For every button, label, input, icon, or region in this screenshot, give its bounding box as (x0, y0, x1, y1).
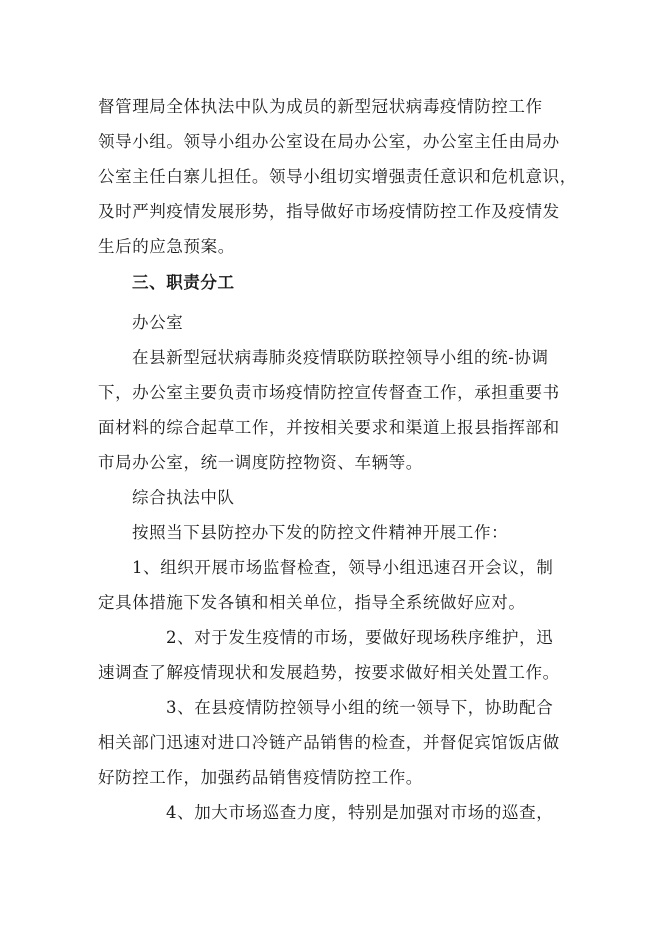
subsection-title: 综合执法中队 (132, 488, 235, 507)
section-heading: 三、职责分工 (132, 273, 235, 292)
list-item-line: 2、对于发生疫情的市场，要做好现场秩序维护，迅 (166, 628, 554, 647)
list-item-line: 速调查了解疫情现状和发展趋势，按要求做好相关处置工作。 (98, 663, 560, 682)
list-item-line: 1、组织开展市场监督检查，领导小组迅速召开会议，制 (132, 558, 554, 577)
paragraph-line: 市局办公室，统一调度防控物资、车辆等。 (98, 453, 423, 472)
paragraph-line: 下，办公室主要负责市场疫情防控宣传督查工作，承担重要书 (98, 383, 560, 402)
paragraph-line: 面材料的综合起草工作，并按相关要求和渠道上报县指挥部和 (98, 418, 560, 437)
subsection-title: 办公室 (132, 313, 184, 332)
list-item-line: 好防控工作，加强药品销售疫情防控工作。 (98, 768, 423, 787)
list-item-line: 3、在县疫情防控领导小组的统一领导下，协助配合 (166, 698, 554, 717)
paragraph-line: 领导小组。领导小组办公室设在局办公室，办公室主任由局办 (98, 132, 560, 151)
paragraph-line: 在县新型冠状病毒肺炎疫情联防联控领导小组的统-协调 (132, 348, 549, 367)
paragraph-line: 按照当下县防控办下发的防控文件精神开展工作： (132, 523, 509, 542)
paragraph-line: 督管理局全体执法中队为成员的新型冠状病毒疫情防控工作 (98, 97, 543, 116)
paragraph-line: 及时严判疫情发展形势，指导做好市场疫情防控工作及疫情发 (98, 202, 560, 221)
list-item-line: 4、加大市场巡查力度，特别是加强对市场的巡查， (166, 803, 554, 822)
list-item-line: 相关部门迅速对进口冷链产品销售的检查，并督促宾馆饭店做 (98, 733, 560, 752)
paragraph-line: 生后的应急预案。 (98, 237, 235, 256)
paragraph-line: 公室主任白寨儿担任。领导小组切实增强责任意识和危机意识， (98, 167, 577, 186)
list-item-line: 定具体措施下发各镇和相关单位，指导全系统做好应对。 (98, 593, 526, 612)
